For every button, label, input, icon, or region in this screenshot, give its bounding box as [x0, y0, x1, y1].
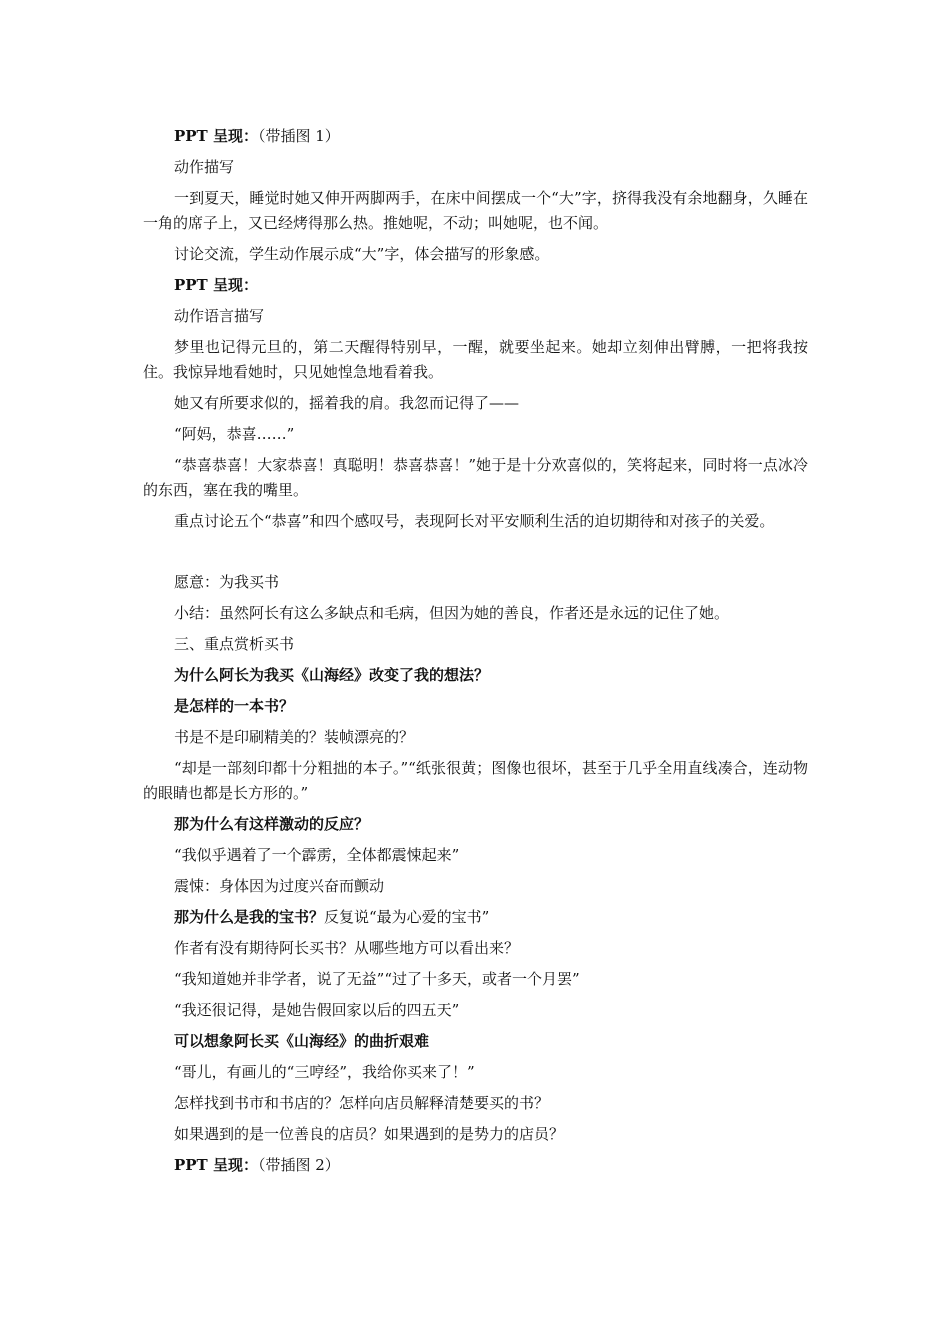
bold-question: 那为什么有这样激动的反应？	[174, 815, 370, 833]
section-heading: 动作描写	[174, 158, 235, 176]
ppt-label: PPT 呈现：	[174, 276, 258, 294]
quote-paragraph: 她又有所要求似的，摇着我的肩。我忽而记得了——	[174, 394, 520, 412]
document-page	[143, 124, 808, 1184]
ppt-label: PPT 呈现：	[174, 1156, 258, 1174]
text-paragraph: 作者有没有期待阿长买书？从哪些地方可以看出来？	[174, 939, 520, 957]
ppt-label-paragraph: PPT 呈现：（带插图 1）	[174, 127, 340, 145]
text-paragraph: 如果遇到的是一位善良的店员？如果遇到的是势力的店员？	[174, 1125, 565, 1143]
summary-paragraph: 小结：虽然阿长有这么多缺点和毛病，但因为她的善良，作者还是永远的记住了她。	[174, 604, 730, 622]
mixed-paragraph: 那为什么是我的宝书？反复说“最为心爱的宝书”	[174, 908, 490, 926]
bold-question: 那为什么是我的宝书？	[174, 908, 325, 926]
ppt-label-paragraph: PPT 呈现：（带插图 2）	[174, 1156, 340, 1174]
ppt-label-paragraph	[143, 273, 808, 298]
quote-paragraph: “阿妈，恭喜……”	[174, 425, 295, 443]
text-paragraph: 书是不是印刷精美的？装帧漂亮的？	[174, 728, 415, 746]
quote-paragraph: “恭喜恭喜！大家恭喜！真聪明！恭喜恭喜！”她于是十分欢喜似的，笑将起来，同时将一点冰冷的东西，塞在我的嘴里。	[143, 456, 808, 499]
ppt-label: PPT 呈现：	[174, 127, 258, 145]
quote-paragraph: “我还很记得，是她告假回家以后的四五天”	[174, 1001, 460, 1019]
text-paragraph: 重点讨论五个“恭喜”和四个感叹号，表现阿长对平安顺利生活的迫切期待和对孩子的关爱。	[174, 512, 775, 530]
paragraph-gap	[143, 540, 808, 570]
bold-question: 为什么阿长为我买《山海经》改变了我的想法？	[174, 666, 490, 684]
text-paragraph: 讨论交流，学生动作展示成“大”字，体会描写的形象感。	[174, 245, 550, 263]
text-paragraph: 怎样找到书市和书店的？怎样向店员解释清楚要买的书？	[174, 1094, 550, 1112]
quote-paragraph: “却是一部刻印都十分粗拙的本子。”“纸张很黄；图像也很坏，甚至于几乎全用直线凑合，连动物的眼睛也都是长方形的。”	[143, 759, 808, 802]
section-heading: 动作语言描写	[174, 307, 265, 325]
quote-paragraph: 梦里也记得元旦的，第二天醒得特别早，一醒，就要坐起来。她却立刻伸出臂膊，一把将我按住。我惊异地看她时，只见她惶急地看着我。	[143, 338, 808, 381]
quote-paragraph: 一到夏天，睡觉时她又伸开两脚两手，在床中间摆成一个“大”字，挤得我没有余地翻身，久睡在一角的席子上，又已经烤得那么热。推她呢，不动；叫她呢，也不闻。	[143, 189, 808, 232]
text-paragraph: 震悚：身体因为过度兴奋而颤动	[174, 877, 385, 895]
bold-question: 是怎样的一本书？	[174, 697, 295, 715]
text-paragraph: 愿意：为我买书	[174, 573, 280, 591]
section-heading: 三、重点赏析买书	[174, 635, 295, 653]
quote-paragraph: “我知道她并非学者，说了无益”“过了十多天，或者一个月罢”	[174, 970, 580, 988]
bold-question: 可以想象阿长买《山海经》的曲折艰难	[174, 1032, 430, 1050]
quote-paragraph: “我似乎遇着了一个霹雳，全体都震悚起来”	[174, 846, 460, 864]
quote-paragraph: “哥儿，有画儿的“三哼经”，我给你买来了！”	[174, 1063, 475, 1081]
